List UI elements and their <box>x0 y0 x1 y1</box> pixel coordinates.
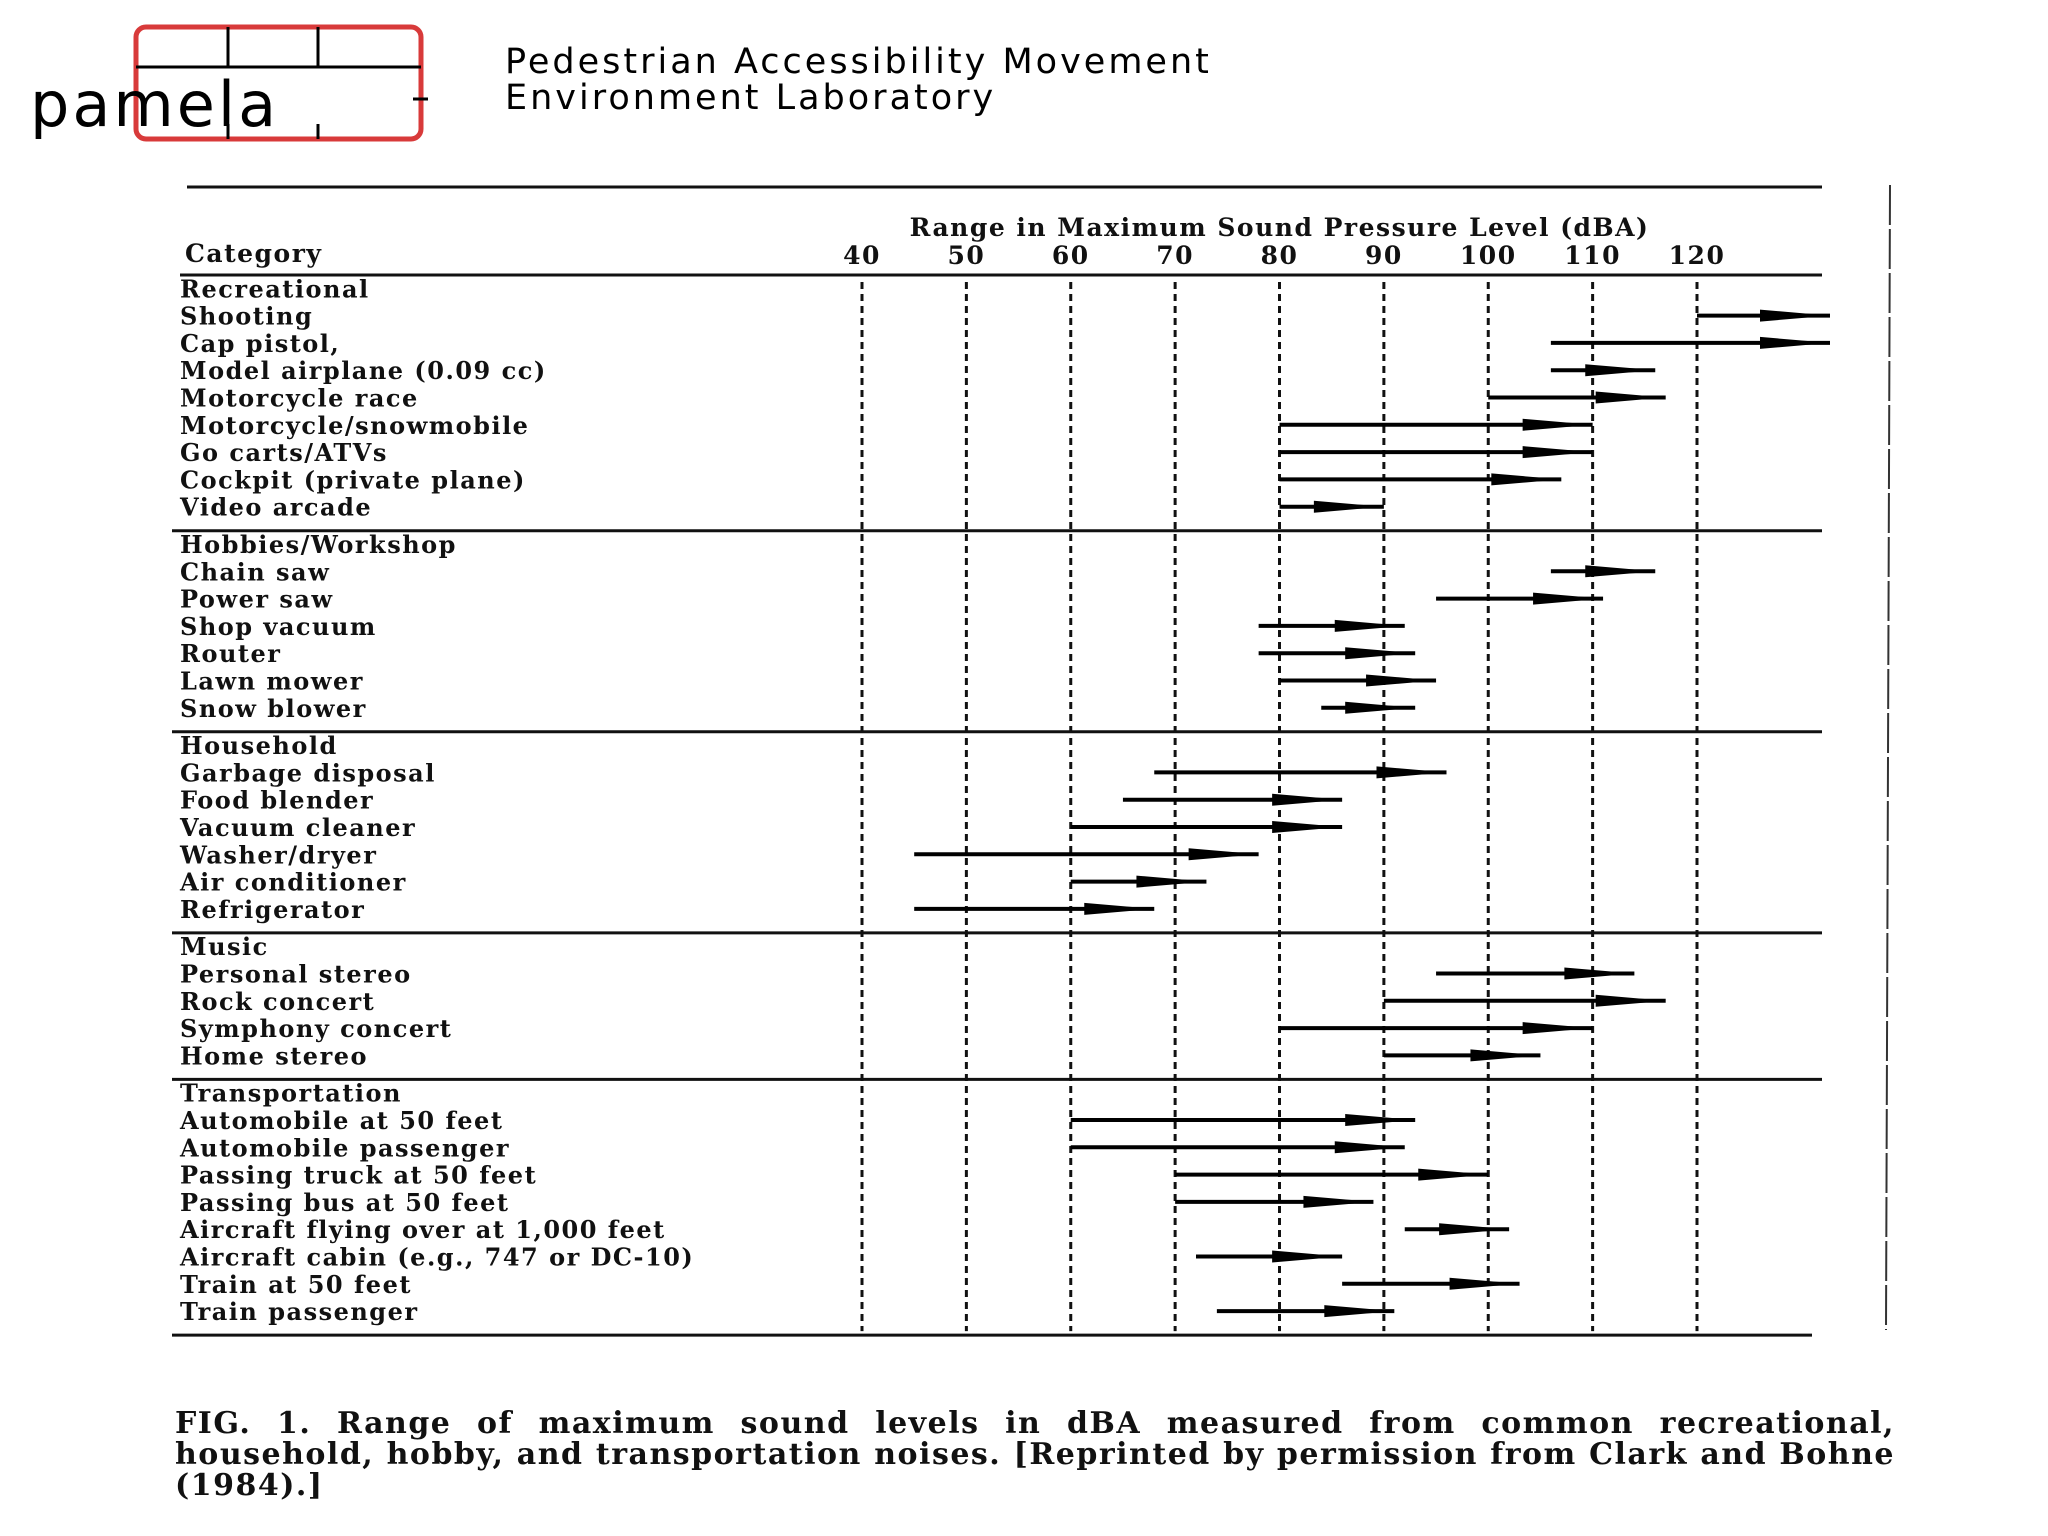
range-arrowhead <box>1523 419 1593 431</box>
row-label: Snow blower <box>180 693 367 723</box>
row-label: Power saw <box>180 584 334 614</box>
row-label: Food blender <box>180 785 375 815</box>
range-arrowhead <box>1366 675 1436 687</box>
row-label: Refrigerator <box>180 894 366 924</box>
logo-wordmark: pamela <box>30 68 280 141</box>
range-arrowhead <box>1585 565 1655 577</box>
row-label: Personal stereo <box>180 959 412 989</box>
row-label: Vacuum cleaner <box>180 813 417 842</box>
range-arrowhead <box>1596 995 1666 1007</box>
row-label: Rock concert <box>180 986 376 1016</box>
range-arrowhead <box>1272 794 1342 806</box>
row-label: Washer/dryer <box>180 840 378 870</box>
lab-title-line-1: Pedestrian Accessibility Movement <box>505 42 1212 82</box>
range-arrowhead <box>1491 473 1561 485</box>
row-label: Aircraft cabin (e.g., 747 or DC-10) <box>180 1242 695 1272</box>
row-label: Air conditioner <box>180 867 407 897</box>
x-axis-title: Range in Maximum Sound Pressure Level (dBA) <box>909 213 1650 242</box>
range-arrowhead <box>1760 310 1830 322</box>
group-label: Household <box>180 731 338 761</box>
range-arrowhead <box>1418 1169 1488 1181</box>
range-arrowhead <box>1564 968 1634 980</box>
range-arrowhead <box>1439 1223 1509 1235</box>
range-arrowhead <box>1523 446 1593 458</box>
x-tick-label: 100 <box>1459 241 1517 270</box>
page-edge-mark <box>1886 185 1890 1330</box>
range-arrowhead <box>1084 903 1154 915</box>
row-label: Motorcycle/snowmobile <box>180 410 530 440</box>
lab-title-line-2: Environment Laboratory <box>505 78 997 118</box>
row-label: Automobile at 50 feet <box>180 1106 504 1135</box>
range-arrowhead <box>1314 501 1384 513</box>
row-label: Lawn mower <box>180 666 364 696</box>
range-arrowhead <box>1377 766 1447 778</box>
group-label: Hobbies/Workshop <box>180 530 457 559</box>
range-arrowhead <box>1345 647 1415 659</box>
group-label: Transportation <box>180 1078 402 1108</box>
range-arrowhead <box>1523 1022 1593 1034</box>
x-tick-label: 50 <box>947 241 986 270</box>
row-label: Cockpit (private plane) <box>180 465 526 495</box>
range-arrowhead <box>1335 620 1405 632</box>
range-arrowhead <box>1760 337 1830 349</box>
x-tick-label: 70 <box>1156 241 1195 270</box>
range-arrowhead <box>1272 1251 1342 1263</box>
range-arrowhead <box>1585 364 1655 376</box>
category-header: Category <box>185 239 323 268</box>
row-label: Go carts/ATVs <box>180 438 388 468</box>
group-label: Music <box>180 932 269 962</box>
x-tick-label: 110 <box>1564 241 1621 270</box>
row-label: Train passenger <box>180 1297 419 1327</box>
row-label: Chain saw <box>180 557 331 587</box>
row-label: Passing truck at 50 feet <box>180 1160 538 1190</box>
x-tick-label: 40 <box>843 241 881 270</box>
row-label: Symphony concert <box>180 1014 453 1044</box>
range-arrowhead <box>1272 821 1342 833</box>
range-arrowhead <box>1345 1114 1415 1126</box>
range-arrowhead <box>1450 1278 1520 1290</box>
row-label: Garbage disposal <box>180 758 436 788</box>
row-label: Home stereo <box>180 1041 368 1071</box>
row-label: Automobile passenger <box>180 1133 510 1163</box>
row-label: Video arcade <box>180 492 373 522</box>
row-label: Motorcycle race <box>180 383 419 413</box>
x-tick-label: 90 <box>1364 241 1403 270</box>
range-arrowhead <box>1335 1141 1405 1153</box>
row-label: Cap pistol, <box>180 328 341 358</box>
range-arrowhead <box>1596 392 1666 404</box>
row-label: Aircraft flying over at 1,000 feet <box>180 1215 666 1245</box>
range-arrowhead <box>1303 1196 1373 1208</box>
row-label: Model airplane (0.09 cc) <box>180 356 547 386</box>
row-label: Router <box>180 639 282 669</box>
range-arrowhead <box>1470 1049 1540 1061</box>
group-label: Recreational <box>180 274 370 304</box>
range-arrowhead <box>1345 702 1415 714</box>
figure-caption: FIG. 1. Range of maximum sound levels in dBA measured from common recreational, household, hobby, and transportation noises. [Reprinted by permission from Clark and Bohne (1984).] <box>175 1406 1895 1503</box>
range-arrowhead <box>1136 876 1206 888</box>
row-label: Shop vacuum <box>180 611 377 641</box>
x-tick-label: 60 <box>1051 241 1090 270</box>
x-tick-label: 120 <box>1668 241 1726 270</box>
row-label: Passing bus at 50 feet <box>180 1187 510 1217</box>
x-tick-label: 80 <box>1260 241 1299 270</box>
row-label: Train at 50 feet <box>180 1269 412 1299</box>
range-arrowhead <box>1189 848 1259 860</box>
row-label: Shooting <box>180 301 314 331</box>
